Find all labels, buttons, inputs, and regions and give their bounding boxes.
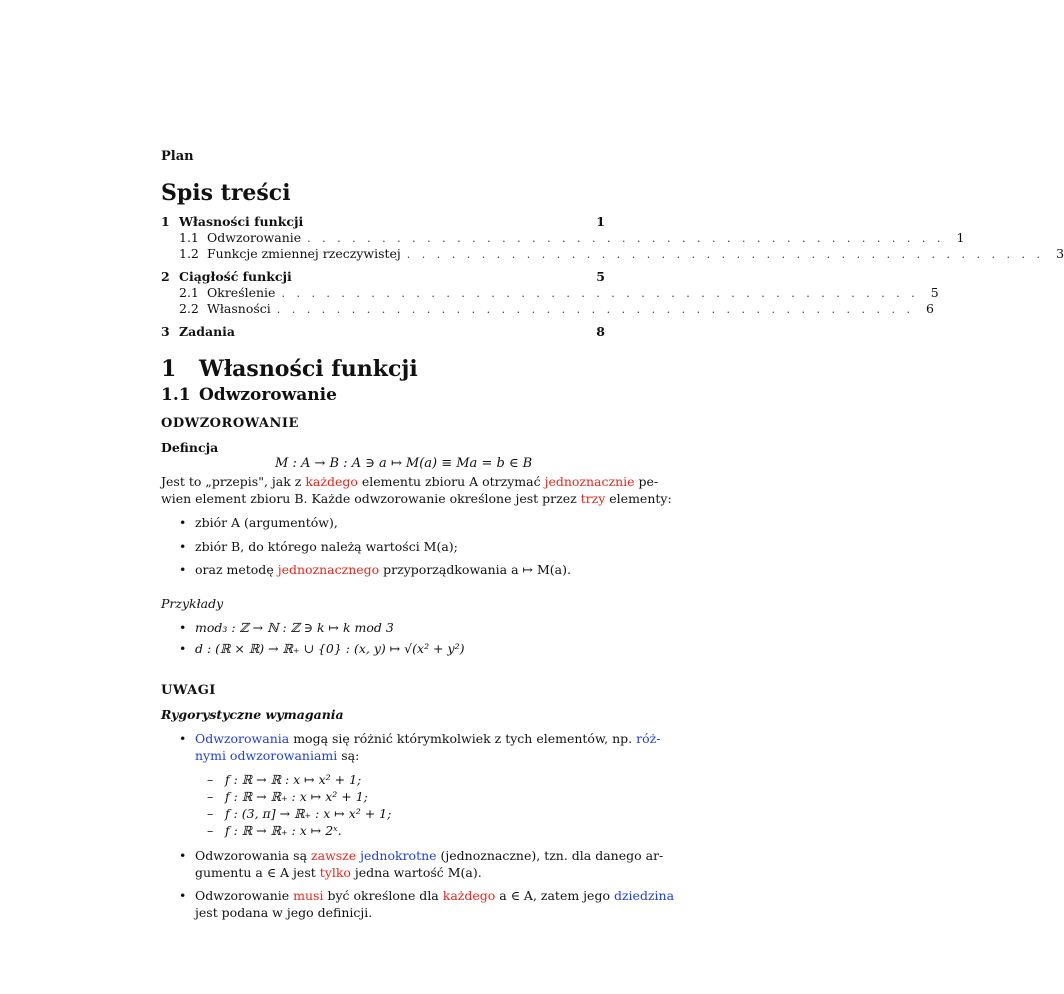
toc-entry-number: 1.2 bbox=[179, 246, 199, 261]
toc-entry-number: 2 bbox=[161, 269, 170, 284]
toc-entry-page: 1 bbox=[956, 230, 965, 245]
text: mod₃ : ℤ → ℕ : ℤ ∋ k ↦ k mod 3 bbox=[195, 620, 394, 635]
text: (jednoznaczne), tzn. dla danego ar- bbox=[436, 848, 664, 863]
section-title: Własności funkcji bbox=[199, 356, 418, 382]
list-item bbox=[179, 731, 661, 746]
text: elementy: bbox=[605, 491, 672, 506]
heading-uwagi: UWAGI bbox=[161, 683, 216, 698]
text: a ∈ A, zatem jego bbox=[495, 888, 614, 903]
highlight-red: trzy bbox=[580, 491, 606, 506]
text: zbiór B, do którego należą wartości M(a); bbox=[195, 539, 458, 554]
toc-entry-page: 5 bbox=[596, 269, 605, 284]
dash-icon: – bbox=[207, 772, 214, 787]
text: oraz metodę bbox=[195, 562, 278, 577]
toc-entry[interactable] bbox=[179, 246, 1064, 262]
definition-formula: M : A → B : A ∋ a ↦ M(a) ≡ Ma = b ∈ B bbox=[275, 456, 533, 471]
text: f : (3, π] → ℝ₊ : x ↦ x² + 1; bbox=[225, 806, 392, 821]
highlight-blue: dziedzina bbox=[613, 888, 675, 903]
toc-entry[interactable] bbox=[179, 301, 934, 317]
list-item-continuation: jest podana w jego definicji. bbox=[195, 905, 373, 920]
bullet-icon: • bbox=[179, 539, 187, 554]
highlight-blue: róż- bbox=[636, 731, 661, 746]
toc-entry-label: Odwzorowanie bbox=[207, 230, 302, 245]
toc-entry-page: 5 bbox=[930, 285, 939, 300]
text: są: bbox=[337, 748, 360, 763]
toc-entry-number: 3 bbox=[161, 324, 170, 339]
highlight-red: jednoznacznego bbox=[277, 562, 380, 577]
bullet-icon: • bbox=[179, 848, 187, 863]
section-heading bbox=[161, 356, 418, 382]
toc-leader-dots: . . . . . . . . . . . . . . . . . . . . . . . . . . . . . . . . . . . . . . . . . . . bbox=[406, 248, 1045, 261]
dash-item bbox=[207, 789, 368, 804]
list-item bbox=[179, 888, 675, 903]
toc-entry-page: 1 bbox=[596, 214, 605, 229]
bullet-icon: • bbox=[179, 562, 187, 577]
toc-entry-number: 2.2 bbox=[179, 301, 199, 316]
highlight-red: każdego bbox=[442, 888, 496, 903]
bullet-icon: • bbox=[179, 641, 187, 656]
dash-icon: – bbox=[207, 823, 214, 838]
toc-entry-label: Ciągłość funkcji bbox=[179, 269, 292, 284]
toc-entry[interactable] bbox=[161, 269, 605, 285]
toc-entry-page: 3 bbox=[1056, 246, 1064, 261]
dash-item bbox=[207, 772, 362, 787]
toc-entry[interactable] bbox=[161, 214, 605, 230]
list-item bbox=[179, 640, 465, 657]
toc-entry[interactable] bbox=[179, 230, 965, 246]
text: pe- bbox=[634, 474, 659, 489]
text: wien element zbioru B. Każde odwzorowanie określone jest przez bbox=[161, 491, 581, 506]
text: jedna wartość M(a). bbox=[350, 865, 482, 880]
toc-entry-label: Określenie bbox=[207, 285, 276, 300]
subsection-title: Odwzorowanie bbox=[199, 385, 337, 405]
text: f : ℝ → ℝ : x ↦ x² + 1; bbox=[225, 772, 362, 787]
text: mogą się różnić którymkolwiek z tych elementów, np. bbox=[289, 731, 637, 746]
subsection-number: 1.1 bbox=[161, 385, 191, 405]
bullet-icon: • bbox=[179, 731, 187, 746]
bullet-icon: • bbox=[179, 888, 187, 903]
text: Jest to „przepis", jak z bbox=[161, 474, 306, 489]
definition-label: Defincja bbox=[161, 440, 219, 455]
toc-entry-label: Funkcje zmiennej rzeczywistej bbox=[207, 246, 401, 261]
text: Odwzorowania są bbox=[195, 848, 312, 863]
section-number: 1 bbox=[161, 356, 177, 382]
dash-item bbox=[207, 806, 392, 821]
examples-label: Przykłady bbox=[161, 596, 224, 611]
list-item-continuation bbox=[195, 748, 359, 763]
subsection-heading bbox=[161, 385, 337, 405]
toc-entry-number: 1.1 bbox=[179, 230, 199, 245]
bullet-icon: • bbox=[179, 620, 187, 635]
highlight-red: każdego bbox=[305, 474, 358, 489]
toc-entry[interactable] bbox=[161, 324, 605, 340]
toc-entry[interactable] bbox=[179, 285, 939, 301]
toc-entry-label: Własności funkcji bbox=[179, 214, 304, 229]
definition-text-line1 bbox=[161, 474, 658, 489]
toc-entry-number: 1 bbox=[161, 214, 170, 229]
text: być określone dla bbox=[323, 888, 443, 903]
highlight-red: musi bbox=[293, 888, 324, 903]
highlight-red: tylko bbox=[319, 865, 351, 880]
heading-odwzorowanie: ODWZOROWANIE bbox=[161, 416, 299, 431]
dash-item bbox=[207, 823, 342, 838]
text: gumentu a ∈ A jest bbox=[195, 865, 320, 880]
dash-icon: – bbox=[207, 789, 214, 804]
text: przyporządkowania a ↦ M(a). bbox=[379, 562, 571, 577]
highlight-blue: Odwzorowania bbox=[195, 731, 290, 746]
list-item bbox=[179, 514, 338, 531]
highlight-red: jednoznacznie bbox=[544, 474, 635, 489]
list-item bbox=[179, 848, 664, 863]
text: zbiór A (argumentów), bbox=[195, 515, 338, 530]
rigor-label: Rygorystyczne wymagania bbox=[161, 707, 344, 722]
toc-leader-dots: . . . . . . . . . . . . . . . . . . . . . . . . . . . . . . . . . . . . . . . . . . . bbox=[307, 232, 945, 245]
text: d : (ℝ × ℝ) → ℝ₊ ∪ {0} : (x, y) ↦ √(x² + y²) bbox=[195, 641, 465, 656]
toc-leader-dots: . . . . . . . . . . . . . . . . . . . . . . . . . . . . . . . . . . . . . . . . . . . bbox=[276, 303, 914, 316]
text: f : ℝ → ℝ₊ : x ↦ x² + 1; bbox=[225, 789, 368, 804]
toc-entry-page: 6 bbox=[926, 301, 934, 316]
list-item-continuation bbox=[195, 865, 482, 880]
toc-entry-number: 2.1 bbox=[179, 285, 199, 300]
text: f : ℝ → ℝ₊ : x ↦ 2ˣ. bbox=[225, 823, 342, 838]
list-item bbox=[179, 561, 571, 578]
toc-leader-dots: . . . . . . . . . . . . . . . . . . . . . . . . . . . . . . . . . . . . . . . . . . . bbox=[281, 287, 919, 300]
list-item bbox=[179, 538, 458, 555]
text: Odwzorowanie bbox=[195, 888, 294, 903]
list-item bbox=[179, 619, 394, 636]
toc-entry-label: Własności bbox=[207, 301, 271, 316]
toc-entry-page: 8 bbox=[596, 324, 605, 339]
highlight-blue: nymi odwzorowaniami bbox=[195, 748, 338, 763]
text: elementu zbioru A otrzymać bbox=[357, 474, 545, 489]
dash-icon: – bbox=[207, 806, 214, 821]
highlight-red: zawsze bbox=[311, 848, 357, 863]
definition-text-line2 bbox=[161, 491, 672, 506]
highlight-blue: jednokrotne bbox=[356, 848, 437, 863]
toc-title: Spis treści bbox=[161, 180, 291, 206]
toc-entry-label: Zadania bbox=[179, 324, 235, 339]
bullet-icon: • bbox=[179, 515, 187, 530]
plan-label: Plan bbox=[161, 149, 194, 164]
